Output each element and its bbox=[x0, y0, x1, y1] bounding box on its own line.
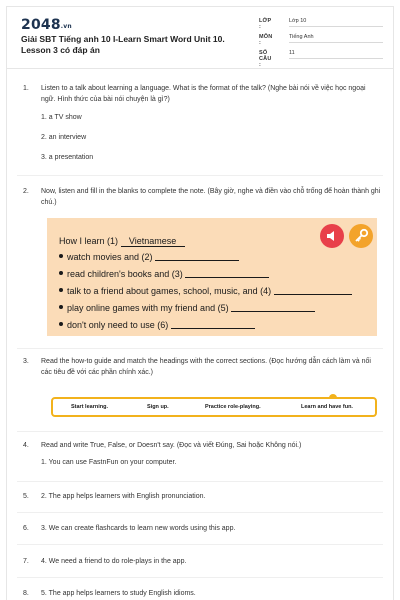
note-item bbox=[59, 252, 239, 262]
audio-button[interactable] bbox=[320, 224, 344, 248]
question-text: 4. We need a friend to do role-plays in the app. bbox=[41, 558, 187, 565]
blank-field[interactable] bbox=[155, 260, 239, 261]
notes-panel bbox=[47, 218, 377, 336]
question-number: 1. bbox=[23, 85, 29, 92]
option[interactable]: 3. a presentation bbox=[41, 154, 94, 161]
question-text: 5. The app helps learners to study English idioms. bbox=[41, 590, 196, 597]
page-header bbox=[7, 7, 393, 69]
heading-option[interactable]: Practice role-playing. bbox=[205, 404, 261, 410]
bullet-icon bbox=[59, 254, 63, 258]
option[interactable]: 2. an interview bbox=[41, 134, 87, 141]
question-number: 4. bbox=[23, 442, 29, 449]
meta-label: MÔN : bbox=[259, 34, 273, 46]
divider bbox=[17, 175, 383, 176]
note-text: play online games with my friend and (5) bbox=[67, 303, 229, 313]
logo-main: 2048 bbox=[21, 17, 61, 33]
heading-option[interactable]: Sign up. bbox=[147, 404, 169, 410]
note-text: watch movies and (2) bbox=[67, 252, 153, 262]
question-number: 8. bbox=[23, 590, 29, 597]
option[interactable]: 1. a TV show bbox=[41, 114, 82, 121]
question-text: Read the how-to guide and match the headings with the correct sections. (Đọc hướng dẫn cách làm và nối các tiêu đề với các phần chính xác.) bbox=[41, 358, 371, 376]
heading-option[interactable]: Start learning. bbox=[71, 404, 108, 410]
question-number: 7. bbox=[23, 558, 29, 565]
bullet-icon bbox=[59, 288, 63, 292]
notes-title bbox=[59, 236, 185, 247]
note-text: read children's books and (3) bbox=[67, 269, 183, 279]
question-text: 2. The app helps learners with English pronunciation. bbox=[41, 493, 206, 500]
divider bbox=[17, 348, 383, 349]
meta-label: LỚP : bbox=[259, 18, 272, 30]
question-number: 3. bbox=[23, 358, 29, 365]
page-title: Giải SBT Tiếng anh 10 I-Learn Smart Word Unit 10. Lesson 3 có đáp án bbox=[21, 34, 225, 55]
divider bbox=[17, 512, 383, 513]
question-number: 5. bbox=[23, 493, 29, 500]
bullet-icon bbox=[59, 305, 63, 309]
blank-field[interactable] bbox=[274, 294, 352, 295]
filled-answer: Vietnamese bbox=[121, 236, 185, 247]
question-text: Listen to a talk about learning a language. What is the format of the talk? (Nghe bài nói về việc học ngoại ngữ. Hình thức của bài nói chuyện là gì?) bbox=[41, 85, 366, 103]
note-item bbox=[59, 286, 352, 296]
question-number: 6. bbox=[23, 525, 29, 532]
note-item bbox=[59, 303, 315, 313]
note-text: talk to a friend about games, school, music, and (4) bbox=[67, 286, 272, 296]
question-text: 3. We can create flashcards to learn new words using this app. bbox=[41, 525, 236, 532]
question-text: Now, listen and fill in the blanks to complete the note. (Bây giờ, nghe và điền vào chỗ trống để hoàn thành ghi chú.) bbox=[41, 188, 381, 206]
divider bbox=[17, 577, 383, 578]
blank-field[interactable] bbox=[231, 311, 315, 312]
page bbox=[6, 6, 394, 600]
speaker-icon bbox=[320, 224, 344, 248]
bullet-icon bbox=[59, 271, 63, 275]
key-icon bbox=[349, 224, 373, 248]
headings-bar bbox=[51, 397, 377, 417]
notes-title-prefix: How I learn (1) bbox=[59, 236, 119, 246]
site-logo[interactable] bbox=[21, 17, 72, 33]
headings-tab-marker bbox=[329, 394, 337, 399]
meta-value: 11 bbox=[289, 50, 383, 59]
divider bbox=[17, 431, 383, 432]
meta-value: Lớp 10 bbox=[289, 18, 383, 27]
question-number: 2. bbox=[23, 188, 29, 195]
meta-value: Tiếng Anh bbox=[289, 34, 383, 43]
blank-field[interactable] bbox=[171, 328, 255, 329]
bullet-icon bbox=[59, 322, 63, 326]
heading-option[interactable]: Learn and have fun. bbox=[301, 404, 353, 410]
answer-key-button[interactable] bbox=[349, 224, 373, 248]
divider bbox=[17, 544, 383, 545]
statement: 1. You can use FastnFun on your computer. bbox=[41, 459, 177, 466]
note-item bbox=[59, 269, 269, 279]
note-text: don't only need to use (6) bbox=[67, 320, 169, 330]
divider bbox=[17, 481, 383, 482]
blank-field[interactable] bbox=[185, 277, 269, 278]
question-text: Read and write True, False, or Doesn't say. (Đọc và viết Đúng, Sai hoặc Không nói.) bbox=[41, 442, 302, 449]
note-item bbox=[59, 320, 255, 330]
meta-label: SỐ CÂU : bbox=[259, 50, 272, 68]
logo-suffix: .vn bbox=[60, 23, 72, 30]
